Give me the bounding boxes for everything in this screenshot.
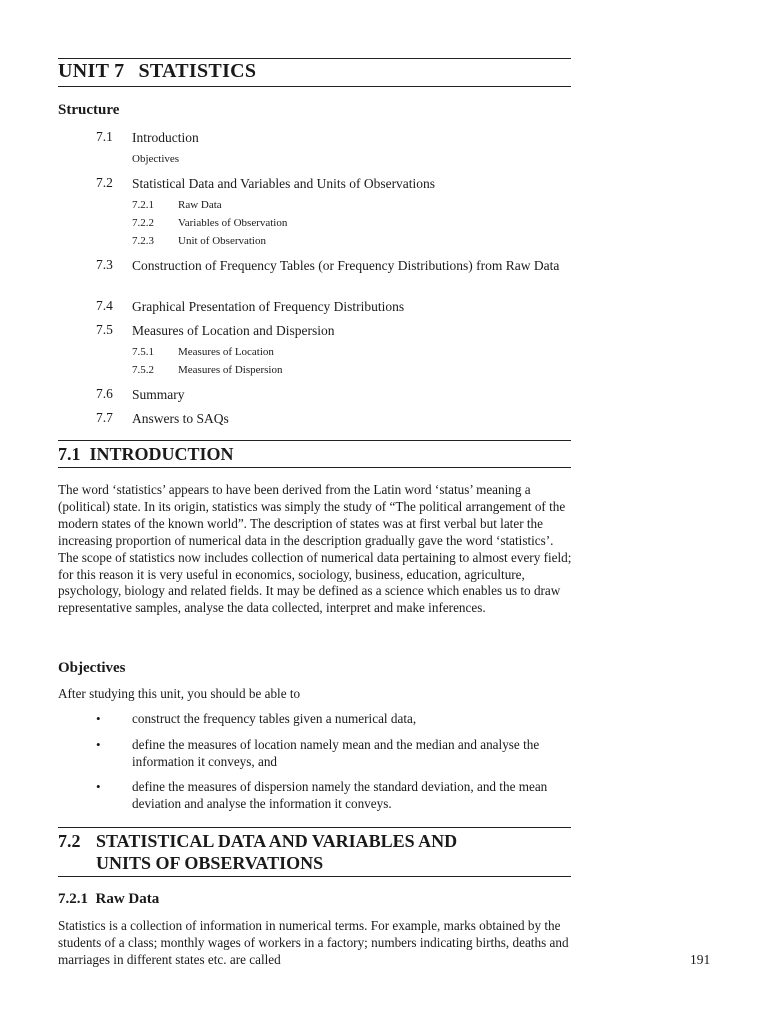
toc-label: Construction of Frequency Tables (or Frequency Distributions) from Raw Data [132,258,560,273]
section-title-line2: UNITS OF OBSERVATIONS [96,853,324,873]
top-rule [58,58,571,59]
toc-label: Unit of Observation [178,235,266,247]
objectives-lead: After studying this unit, you should be able to [58,686,301,701]
toc-number: 7.5.2 [132,364,154,376]
page-number: 191 [690,952,711,967]
toc-number: 7.1 [96,129,113,144]
section-title-line1: STATISTICAL DATA AND VARIABLES AND [96,831,458,851]
toc-label: Measures of Location and Dispersion [132,323,335,338]
section-number: 7.2 [58,831,81,851]
toc-label: Measures of Dispersion [178,364,283,376]
bullet-icon: • [96,711,101,726]
toc-label: Introduction [132,130,199,145]
unit-title [58,60,256,83]
toc-label: Summary [132,387,185,402]
toc-label: Statistical Data and Variables and Units of Observations [132,176,436,191]
unit-number: UNIT 7 [58,60,125,82]
toc-number: 7.2.3 [132,235,154,247]
unit-name: STATISTICS [138,60,257,82]
objective-text: define the measures of location namely mean and the median and analyse the information it conveys, and [132,737,540,769]
section-rule [58,876,571,877]
unit-rule [58,86,571,87]
toc-number: 7.2 [96,175,113,190]
introduction-paragraph: The word ‘statistics’ appears to have been derived from the Latin word ‘status’ meaning a (political) state. In its origin, statistics was simply the study of “The political arrangement of the modern states of the known world”. The description of states was at first verbal but later the increasing proportion of numerical data in the description gradually gave the word ‘statistics’. The scope of statistics now includes collection of numerical data pertaining to almost every field; for this reason it is very useful in economics, sociology, business, education, agriculture, psychology, biology and related fields. It may be defined as a science which enables us to draw representative samples, analyse the data collected, interpret and make inferences. [58,482,572,616]
raw-data-paragraph: Statistics is a collection of information in numerical terms. For example, marks obtained by the students of a class; monthly wages of workers in a factory; numbers indicating births, deaths and marriages in different states etc. are called [58,918,569,967]
toc-number: 7.3 [96,257,113,272]
toc-label: Measures of Location [178,346,274,358]
toc-number: 7.2.2 [132,217,154,229]
toc-label: Raw Data [178,199,222,211]
objective-text: construct the frequency tables given a numerical data, [132,711,417,726]
toc-number: 7.4 [96,298,113,313]
toc-number: 7.5 [96,322,113,337]
structure-heading: Structure [58,102,120,118]
bullet-icon: • [96,737,101,752]
section-rule [58,440,571,441]
section-rule [58,827,571,828]
objectives-heading: Objectives [58,660,126,676]
toc-number: 7.5.1 [132,346,154,358]
toc-number: 7.6 [96,386,113,401]
objective-text: define the measures of dispersion namely the standard deviation, and the mean deviation and analyse the information it conveys. [132,779,548,811]
toc-label: Variables of Observation [178,217,288,229]
bullet-icon: • [96,779,101,794]
toc-label: Graphical Presentation of Frequency Distributions [132,299,405,314]
toc-number: 7.2.1 [132,199,154,211]
toc-number: 7.7 [96,410,113,425]
toc-label: Objectives [132,153,180,165]
section-heading-introduction: 7.1 INTRODUCTION [58,444,234,464]
section-heading-statistical-data [58,830,458,874]
section-rule [58,467,571,468]
toc-label: Answers to SAQs [132,411,229,426]
raw-data-heading: 7.2.1 Raw Data [58,891,160,907]
